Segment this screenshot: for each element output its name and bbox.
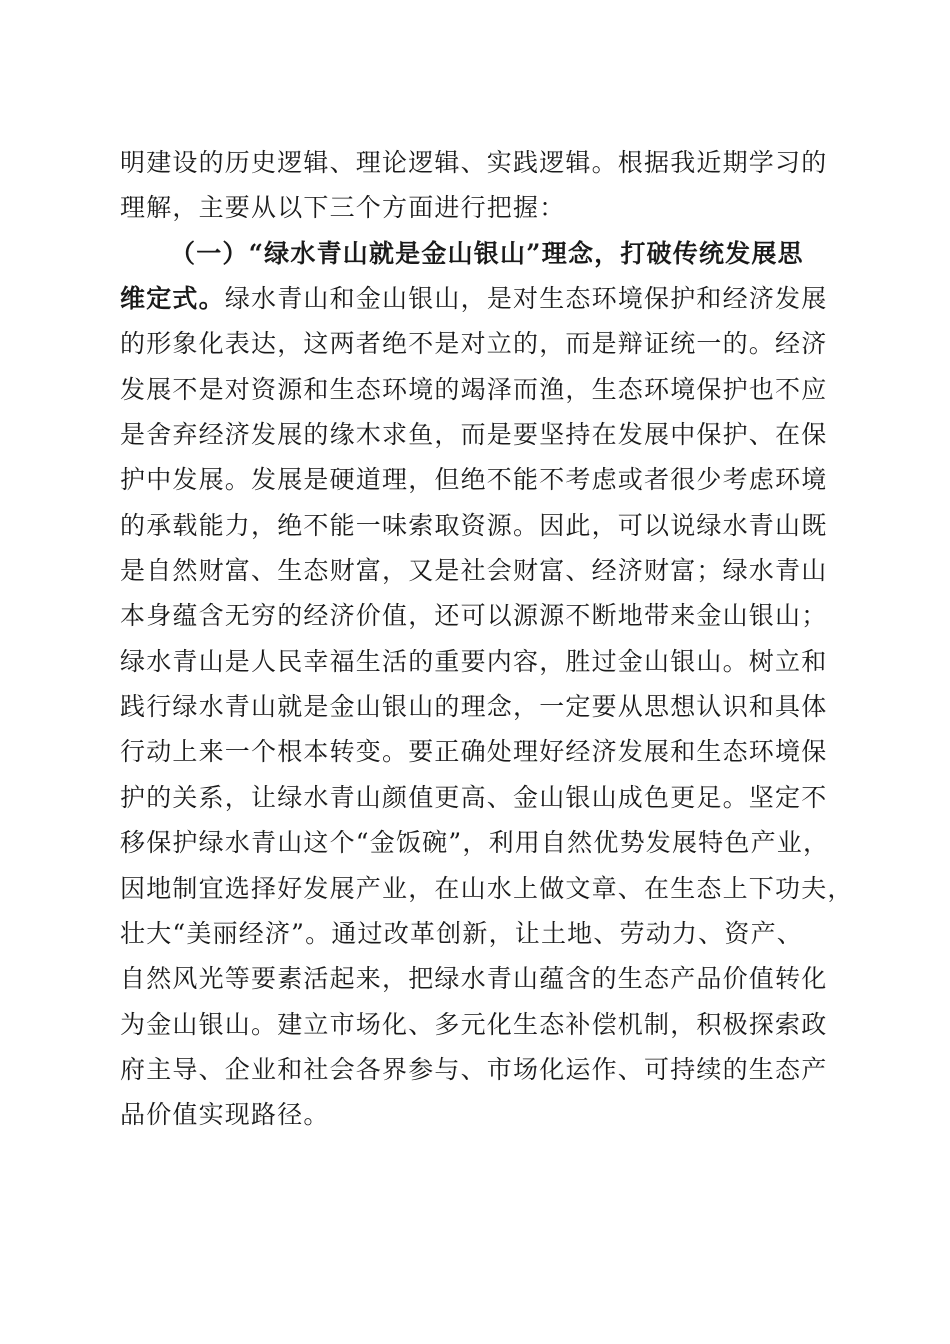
text-line: 因地制宜选择好发展产业，在山水上做文章、在生态上下功夫， xyxy=(120,873,854,903)
text-line: 绿水青山是人民幸福生活的重要内容，胜过金山银山。树立和 xyxy=(120,646,828,676)
body-text xyxy=(120,140,854,1138)
text-line: 践行绿水青山就是金山银山的理念，一定要从思想认识和具体 xyxy=(120,692,828,722)
text-line: 品价值实现路径。 xyxy=(120,1100,330,1130)
text-line: 发展不是对资源和生态环境的竭泽而渔，生态环境保护也不应 xyxy=(120,374,828,404)
text-line: 护的关系，让绿水青山颜值更高、金山银山成色更足。坚定不 xyxy=(120,782,828,812)
text-line: 明建设的历史逻辑、理论逻辑、实践逻辑。根据我近期学习的 xyxy=(120,148,828,177)
text-line: 的形象化表达，这两者绝不是对立的，而是辩证统一的。经济 xyxy=(120,329,828,359)
text-line: 是自然财富、生态财富，又是社会财富、经济财富；绿水青山 xyxy=(120,556,828,586)
text-line xyxy=(120,276,830,321)
text-line: 是舍弃经济发展的缘木求鱼，而是要坚持在发展中保护、在保 xyxy=(120,420,828,450)
text-line: 护中发展。发展是硬道理，但绝不能不考虑或者很少考虑环境 xyxy=(120,465,828,495)
text-line: 行动上来一个根本转变。要正确处理好经济发展和生态环境保 xyxy=(120,737,828,767)
text-line: 为金山银山。建立市场化、多元化生态补偿机制，积极探索政 xyxy=(120,1009,828,1039)
text-line: 理解，主要从以下三个方面进行把握： xyxy=(120,193,566,223)
text-line: 府主导、企业和社会各界参与、市场化运作、可持续的生态产 xyxy=(120,1054,828,1084)
section-heading: （一）“绿水青山就是金山银山”理念，打破传统发展思 xyxy=(170,238,804,268)
text-line: 移保护绿水青山这个“金饭碗”，利用自然优势发展特色产业， xyxy=(120,828,830,858)
text-line: 的承载能力，绝不能一味索取资源。因此，可以说绿水青山既 xyxy=(120,510,828,540)
text-line: 本身蕴含无穷的经济价值，还可以源源不断地带来金山银山； xyxy=(120,601,828,631)
text-line: 自然风光等要素活起来，把绿水青山蕴含的生态产品价值转化 xyxy=(120,964,828,994)
paragraph-start: 绿水青山和金山银山，是对生态环境保护和经济发展 xyxy=(224,284,828,314)
section-heading-end: 维定式。 xyxy=(120,284,225,314)
text-line: 壮大“美丽经济”。通过改革创新，让土地、劳动力、资产、 xyxy=(120,918,803,948)
